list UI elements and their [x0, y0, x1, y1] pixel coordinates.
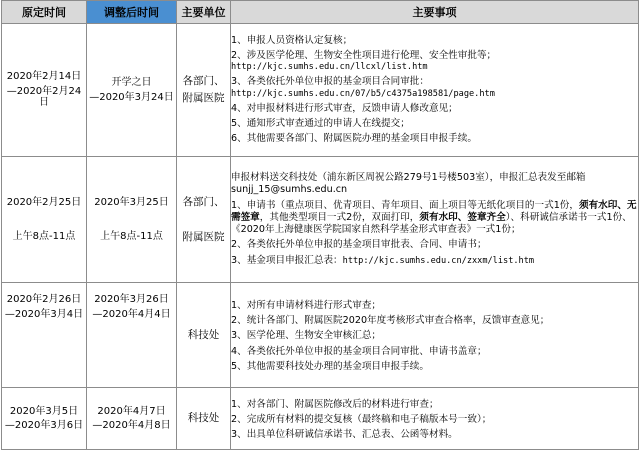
adjusted-time-start: 开学之日 — [111, 77, 152, 88]
header-main-unit: 主要单位 — [177, 1, 231, 24]
link-url[interactable]: http://kjc.sumhs.edu.cn/llcxl/list.htm — [231, 62, 428, 73]
table-row — [2, 24, 639, 157]
item-text: 1、申请书（重点项目、优青项目、青年项目、面上项目等无纸化项目的一式1份， — [231, 199, 579, 211]
adjusted-time-cell — [87, 157, 177, 283]
submission-intro: 申报材料送交科技处（浦东新区周祝公路279号1号楼503室），申报汇总表发至邮箱 sunjj_15@sumhs.edu.cn — [231, 172, 586, 196]
adjusted-time-cell — [87, 24, 177, 157]
list-item: 2、涉及医学伦理、生物安全性项目进行伦理、安全性审批等； — [231, 49, 497, 61]
original-time-start: 2020年3月5日 — [9, 405, 79, 417]
main-items-cell — [231, 24, 639, 157]
seal-note: 须有水印、签章齐全 — [419, 211, 506, 223]
list-item: 2、统计各部门、附属医院2020年度考核形式审查合格率，反馈审查意见； — [231, 315, 550, 327]
list-item: 3、各类依托外单位申报的基金项目合同审批： — [231, 76, 429, 88]
original-time-start: 2020年2月25日 — [6, 197, 82, 208]
original-time-hours: 上午8点-11点 — [12, 230, 76, 242]
link-url[interactable]: http://kjc.sumhs.edu.cn/zxxm/list.htm — [342, 255, 535, 266]
list-item — [231, 200, 638, 237]
original-time-end: —2020年3月4日 — [4, 308, 84, 320]
main-items-cell — [231, 388, 639, 450]
adjusted-time-end: —2020年3月24日 — [89, 91, 174, 103]
main-unit-cell — [177, 283, 231, 388]
list-item: 3、出具单位科研诚信承诺书、汇总表、公函等材料。 — [231, 429, 458, 441]
schedule-table — [1, 0, 639, 450]
list-item: 2、各类依托外单位申报的基金项目审批表、合同、申请书； — [231, 239, 487, 251]
header-adjusted-time: 调整后时间 — [87, 1, 177, 24]
list-item: 1、对各部门、附属医院修改后的材料进行审查； — [231, 398, 439, 410]
header-main-items: 主要事项 — [231, 1, 639, 24]
main-unit-cell — [177, 157, 231, 283]
adjusted-time-end: —2020年4月4日 — [92, 308, 171, 320]
original-time-start: 2020年2月14日 — [6, 71, 82, 83]
original-time-cell — [2, 283, 87, 388]
unit-line: 各部门、 — [182, 195, 225, 208]
adjusted-time-hours: 上午8点-11点 — [100, 230, 163, 242]
item-text: ，其他类型项目一式2份，双面打印， — [259, 211, 420, 223]
main-unit-cell — [177, 24, 231, 157]
item-text: ）、科研诚信承诺书一式1份、《2020年上海健康医学院国家自然科学基金形式审查表》一式1份； — [231, 211, 632, 236]
table-row — [2, 388, 639, 450]
list-item: 4、对申报材料进行形式审查，反馈申请人修改意见； — [231, 102, 458, 114]
list-item: 5、其他需要科技处办理的基金项目申报手续。 — [231, 360, 429, 372]
list-item: 5、通知形式审查通过的申请人在线提交； — [231, 117, 410, 129]
unit-line: 科技处 — [187, 412, 220, 425]
list-item: 3、医学伦理、生物安全审核汇总； — [231, 330, 382, 342]
main-unit-cell — [177, 388, 231, 450]
list-item: 1、申报人员资格认定复核； — [231, 34, 353, 46]
original-time-cell — [2, 388, 87, 450]
unit-line: 附属医院 — [182, 92, 225, 104]
item-text: 3、基金项目申报汇总表： — [231, 254, 343, 266]
adjusted-time-start: 2020年4月7日 — [97, 405, 166, 417]
unit-line: 科技处 — [187, 328, 220, 341]
link-url[interactable]: http://kjc.sumhs.edu.cn/07/b5/c4375a198581/page.htm — [231, 88, 495, 99]
list-item — [231, 255, 638, 267]
list-item: 4、各类依托外单位申报的基金项目合同审批、申请书盖章； — [231, 345, 487, 357]
header-original-time: 原定时间 — [2, 1, 87, 24]
unit-line: 各部门、 — [182, 75, 225, 88]
table-row — [2, 157, 639, 283]
original-time-start: 2020年2月26日 — [6, 294, 82, 305]
main-items-cell — [231, 283, 639, 388]
list-item: 6、其他需要各部门、附属医院办理的基金项目申报手续。 — [231, 133, 477, 145]
adjusted-time-cell — [87, 388, 177, 450]
original-time-cell — [2, 24, 87, 157]
main-items-cell — [231, 157, 639, 283]
header-row — [2, 1, 639, 24]
unit-line: 附属医院 — [182, 230, 225, 243]
original-time-end: —2020年3月6日 — [4, 420, 84, 431]
original-time-end: —2020年2月24日 — [6, 85, 82, 109]
adjusted-time-end: —2020年4月8日 — [92, 420, 171, 431]
adjusted-time-start: 2020年3月26日 — [94, 294, 169, 305]
adjusted-time-start: 2020年3月25日 — [94, 197, 169, 208]
table-row — [2, 283, 639, 388]
watermark-note: 须有水印、无需签章 — [231, 199, 637, 223]
original-time-cell — [2, 157, 87, 283]
adjusted-time-cell — [87, 283, 177, 388]
list-item: 2、完成所有材料的提交复核（最终稿和电子稿版本号一致）； — [231, 413, 492, 425]
list-item: 1、对所有申请材料进行形式审查； — [231, 299, 382, 311]
